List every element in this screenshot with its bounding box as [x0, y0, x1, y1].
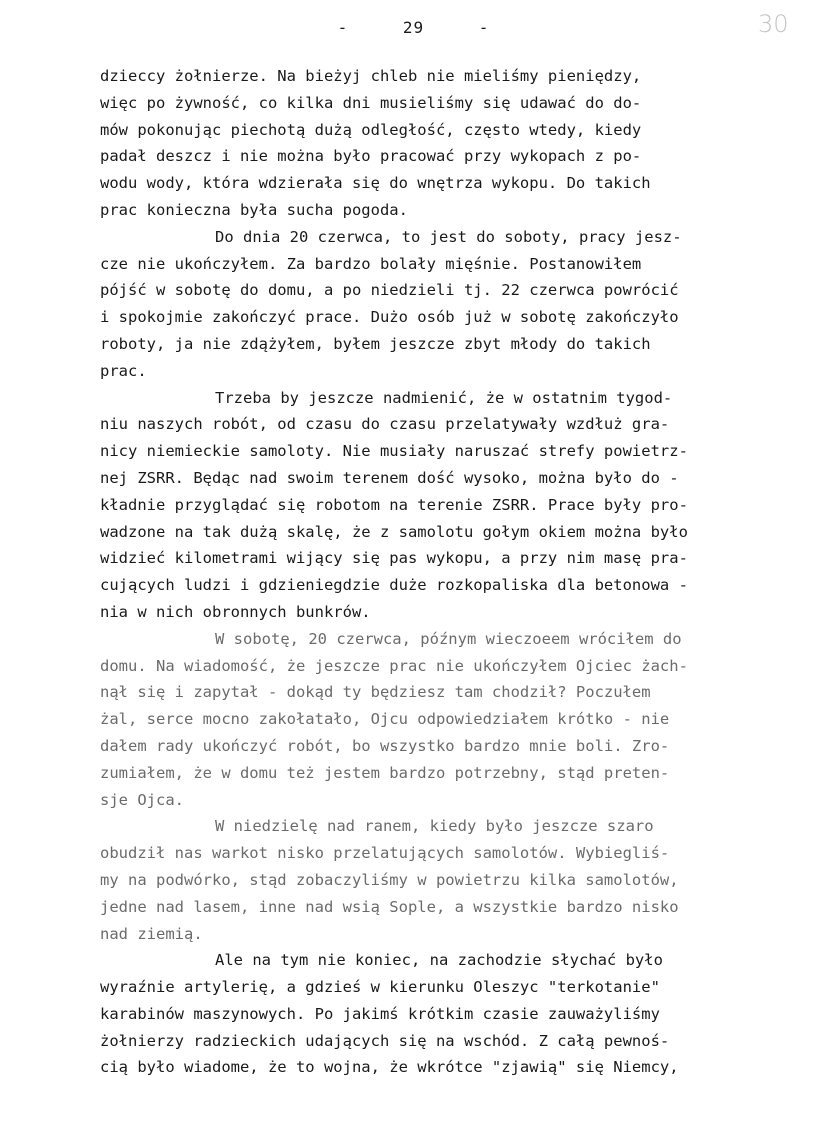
text-line: cią było wiadome, że to wojna, że wkrótce "zjawią" się Niemcy, — [100, 1058, 679, 1077]
text-line: sje Ojca. — [100, 790, 184, 809]
header-dash-left: - — [337, 18, 349, 37]
text-line: niu naszych robót, od czasu do czasu przelatywały wzdłuż gra- — [100, 415, 670, 434]
text-line: więc po żywność, co kilka dni musieliśmy się udawać do do- — [100, 93, 642, 112]
text-line: wadzone na tak dużą skalę, że z samolotu gołym okiem można było — [100, 522, 688, 541]
text-line: Trzeba by jeszcze nadmienić, że w ostatnim tygod- — [215, 388, 673, 407]
text-line: my na podwórko, stąd zobaczyliśmy w powietrzu kilka samolotów, — [100, 870, 679, 889]
page-number: 29 — [402, 18, 425, 37]
text-line: nej ZSRR. Będąc nad swoim terenem dość wysoko, można było do - — [100, 468, 679, 487]
paragraph-1 — [100, 63, 770, 224]
text-line: Do dnia 20 czerwca, to jest do soboty, pracy jesz- — [215, 227, 682, 246]
paragraph-6 — [100, 947, 770, 1081]
text-line: dzieccy żołnierze. Na bieżyj chleb nie mieliśmy pieniędzy, — [100, 67, 642, 85]
text-line: i spokojmie zakończyć prace. Dużo osób już w sobotę zakończyło — [100, 308, 679, 327]
text-line: widzieć kilometrami wijący się pas wykopu, a przy nim masę pra- — [100, 549, 688, 568]
paragraph-4 — [100, 626, 770, 814]
text-line: wyraźnie artylerię, a gdzieś w kierunku Oleszyc "terkotanie" — [100, 978, 660, 997]
text-line: domu. Na wiadomość, że jeszcze prac nie ukończyłem Ojciec żach- — [100, 656, 688, 675]
text-line: karabinów maszynowych. Po jakimś krótkim czasie zauważyliśmy — [100, 1004, 660, 1023]
text-line: nicy niemieckie samoloty. Nie musiały naruszać strefy powietrz- — [100, 442, 688, 461]
text-line: nął się i zapytał - dokąd ty będziesz tam chodził? Poczułem — [100, 683, 651, 702]
text-line: dałem rady ukończyć robót, bo wszystko bardzo mnie boli. Zro- — [100, 736, 670, 755]
text-line: mów pokonując piechotą dużą odległość, często wtedy, kiedy — [100, 120, 642, 139]
text-line: prac. — [100, 361, 147, 380]
text-line: W sobotę, 20 czerwca, późnym wieczoeem wróciłem do — [215, 629, 682, 648]
text-line: żal, serce mocno zakołatało, Ojcu odpowiedziałem krótko - nie — [100, 710, 670, 729]
text-line: W niedzielę nad ranem, kiedy było jeszcze szaro — [215, 817, 654, 836]
text-line: nad ziemią. — [100, 924, 203, 943]
text-line: wodu wody, która wdzierała się do wnętrza wykopu. Do takich — [100, 174, 651, 193]
text-line: cujących ludzi i gdzieniegdzie duże rozkopaliska dla betonowa - — [100, 576, 688, 595]
text-line: pójść w sobotę do domu, a po niedzieli tj. 22 czerwca powrócić — [100, 281, 679, 300]
text-line: jedne nad lasem, inne nad wsią Sople, a wszystkie bardzo nisko — [100, 897, 679, 916]
paragraph-3 — [100, 385, 770, 626]
text-line: roboty, ja nie zdążyłem, byłem jeszcze zbyt młody do takich — [100, 334, 651, 353]
document-body — [100, 63, 770, 1081]
page-header — [0, 18, 827, 37]
header-dash-right: - — [478, 18, 490, 37]
text-line: kładnie przyglądać się robotom na terenie ZSRR. Prace były pro- — [100, 495, 688, 514]
text-line: padał deszcz i nie można było pracować przy wykopach z po- — [100, 147, 642, 166]
text-line: żołnierzy radzieckich udających się na wschód. Z całą pewnoś- — [100, 1031, 670, 1050]
text-line: prac konieczna była sucha pogoda. — [100, 200, 408, 219]
text-line: cze nie ukończyłem. Za bardzo bolały mięśnie. Postanowiłem — [100, 254, 642, 273]
paragraph-5 — [100, 813, 770, 947]
text-line: zumiałem, że w domu też jestem bardzo potrzebny, stąd preten- — [100, 763, 670, 782]
handwritten-page-number: 30 — [758, 10, 789, 38]
text-line: obudził nas warkot nisko przelatujących samolotów. Wybiegliś- — [100, 844, 670, 863]
text-line: nia w nich obronnych bunkrów. — [100, 602, 371, 621]
text-line: Ale na tym nie koniec, na zachodzie słychać było — [215, 951, 663, 970]
paragraph-2 — [100, 224, 770, 385]
